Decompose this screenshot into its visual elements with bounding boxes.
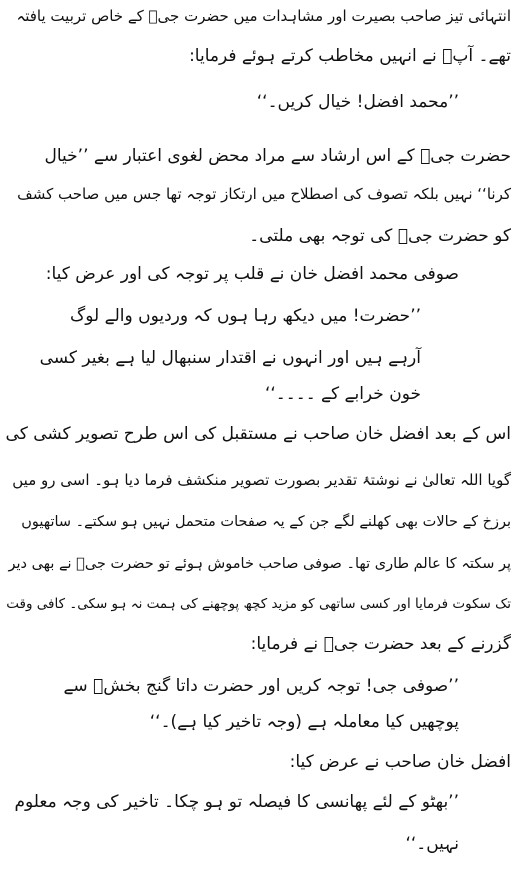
quote-line: خون خرابے کے ۔۔۔۔‘‘ bbox=[265, 384, 421, 404]
text-line: انتہائی تیز صاحب بصیرت اور مشاہدات میں حضرت جیؒ کے خاص تربیت یافتہ bbox=[16, 7, 511, 25]
text-line: کو حضرت جیؒ کی توجہ بھی ملتی۔ bbox=[249, 226, 511, 246]
text-line: صوفی محمد افضل خان نے قلب پر توجہ کی اور عرض کیا: bbox=[45, 264, 459, 284]
text-line: افضل خان صاحب نے عرض کیا: bbox=[289, 752, 511, 772]
quote-line: ’’صوفی جی! توجہ کریں اور حضرت داتا گنج بخشؒ سے bbox=[63, 676, 459, 696]
text-line: گویا اللہ تعالیٰ نے نوشتۂ تقدیر بصورت تصویر منکشف فرما دیا ہو۔ اسی رو میں bbox=[12, 471, 511, 489]
text-line: پر سکتہ کا عالم طاری تھا۔ صوفی صاحب خاموش ہوئے تو حضرت جیؒ نے بھی دیر bbox=[8, 556, 511, 572]
quote-line: پوچھیں کیا معاملہ ہے (وجہ تاخیر کیا ہے)۔‘‘ bbox=[149, 712, 459, 732]
quote-line: ’’حضرت! میں دیکھ رہا ہوں کہ وردیوں والے لوگ bbox=[70, 306, 421, 326]
text-line: تک سکوت فرمایا اور کسی ساتھی کو مزید کچھ پوچھنے کی ہمت نہ ہو سکی۔ کافی وقت bbox=[6, 596, 511, 612]
text-line: اس کے بعد افضل خان صاحب نے مستقبل کی اس طرح تصویر کشی کی bbox=[5, 424, 511, 444]
quote-line: ’’محمد افضل! خیال کریں۔‘‘ bbox=[256, 92, 459, 112]
text-line: تھے۔ آپؒ نے انہیں مخاطب کرتے ہوئے فرمایا: bbox=[189, 46, 511, 66]
quote-line: آرہے ہیں اور انہوں نے اقتدار سنبھال لیا ہے بغیر کسی bbox=[39, 348, 421, 368]
text-line: حضرت جیؒ کے اس ارشاد سے مراد محض لغوی اعتبار سے ’’خیال bbox=[44, 146, 511, 166]
text-line: برزخ کے حالات بھی کھلنے لگے جن کے یہ صفحات متحمل نہیں ہو سکتے۔ ساتھیوں bbox=[21, 514, 511, 530]
text-line: گزرنے کے بعد حضرت جیؒ نے فرمایا: bbox=[250, 634, 511, 654]
quote-line: نہیں۔‘‘ bbox=[405, 834, 459, 854]
quote-line: ’’بھٹو کے لئے پھانسی کا فیصلہ تو ہو چکا۔ تاخیر کی وجہ معلوم bbox=[14, 792, 459, 812]
text-line: کرنا‘‘ نہیں بلکہ تصوف کی اصطلاح میں ارتکاز توجہ تھا جس میں صاحب کشف bbox=[17, 185, 511, 203]
